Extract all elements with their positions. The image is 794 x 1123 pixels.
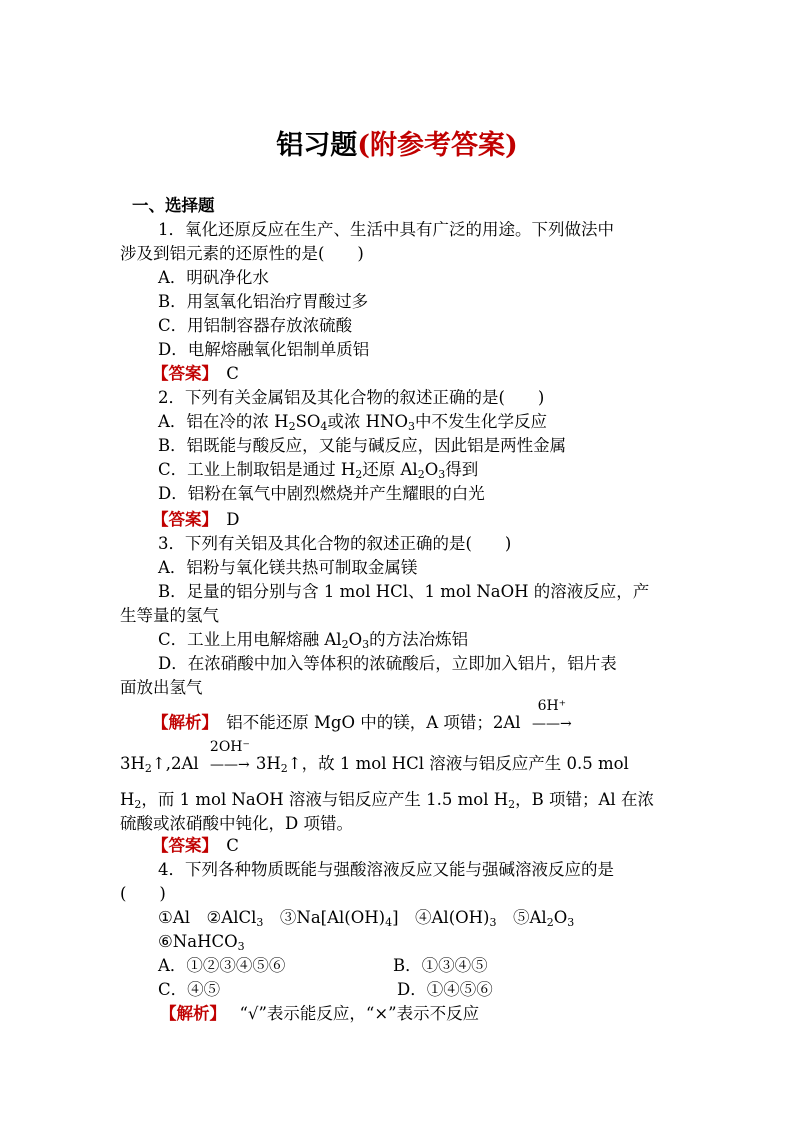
q2-stem: 2．下列有关金属铝及其化合物的叙述正确的是( )	[158, 388, 545, 407]
answer-label: 【答案】	[152, 364, 210, 383]
q4-stem-line1: 4．下列各种物质既能与强酸溶液反应又能与强碱溶液反应的是	[158, 860, 614, 879]
title-suffix: (附参考答案)	[357, 130, 518, 161]
q3-answer	[152, 834, 239, 858]
q2-answer	[152, 508, 239, 532]
q3-option-b-line1: B．足量的铝分别与含 1 mol HCl、1 mol NaOH 的溶液反应，产	[158, 582, 650, 601]
q3-analysis-line3: $H_2$，而 1 mol NaOH 溶液与铝反应产生 1.5 mol $H_2$，B 项错；Al 在浓	[120, 790, 654, 811]
q1-stem-line1: 1．氧化还原反应在生产、生活中具有广泛的用途。下列做法中	[158, 220, 614, 239]
q3-option-d-line2: 面放出氢气	[120, 678, 203, 697]
q4-option-b: B．①③④⑤	[393, 956, 488, 975]
analysis-label: 【解析】	[152, 713, 210, 732]
q1-option-c: C．用铝制容器存放浓硫酸	[158, 316, 353, 335]
q3-option-d-line1: D．在浓硝酸中加入等体积的浓硫酸后，立即加入铝片，铝片表	[158, 654, 617, 673]
q1-option-a: A．明矾净化水	[158, 268, 269, 287]
q2-option-d: D．铝粉在氧气中剧烈燃烧并产生耀眼的白光	[158, 484, 485, 503]
answer-value: C	[226, 836, 239, 855]
q2-option-a: A．铝在冷的浓 $H_2SO_4$或浓 $HNO_3$中不发生化学反应	[158, 412, 548, 433]
answer-value: C	[226, 364, 239, 383]
reaction-arrow: 2OH⁻ ——→	[209, 739, 250, 773]
q1-answer	[152, 362, 239, 386]
q1-stem-line2: 涉及到铝元素的还原性的是( )	[120, 244, 364, 263]
q2-option-c: C．工业上制取铝是通过 $H_2$还原 $Al_2O_3$得到	[158, 460, 479, 481]
q1-option-b: B．用氢氧化铝治疗胃酸过多	[158, 292, 369, 311]
reaction-arrow: 6H⁺ ——→	[531, 698, 572, 732]
q3-option-b-line2: 生等量的氢气	[120, 606, 219, 625]
q2-option-b: B．铝既能与酸反应，又能与碱反应，因此铝是两性金属	[158, 436, 567, 455]
title-main: 铝习题	[276, 130, 358, 161]
q3-option-c: C．工业上用电解熔融 $Al_2O_3$的方法冶炼铝	[158, 630, 469, 651]
q4-stem-line2: ( )	[120, 884, 166, 903]
analysis-label: 【解析】	[160, 1004, 218, 1023]
q3-analysis-line1: 【解析】 铝不能还原 MgO 中的镁，A 项错；2Al 6H⁺ ——→	[152, 711, 578, 736]
q1-option-d: D．电解熔融氧化铝制单质铝	[158, 340, 370, 359]
q4-option-a: A．①②③④⑤⑥	[158, 956, 286, 975]
q4-option-d: D．①④⑤⑥	[397, 980, 493, 999]
answer-value: D	[226, 510, 240, 529]
section-heading: 一、选择题	[132, 196, 215, 215]
answer-label: 【答案】	[152, 510, 210, 529]
q4-option-c: C．④⑤	[158, 980, 221, 999]
q4-items: ①Al ②AlCl$_3$ $③Na[Al(OH)_4]$ $④Al(OH)_3$ $⑤Al_2O_3$	[158, 908, 575, 929]
q3-stem: 3．下列有关铝及其化合物的叙述正确的是( )	[158, 534, 512, 553]
q3-option-a: A．铝粉与氧化镁共热可制取金属镁	[158, 558, 418, 577]
q4-item-6: ⑥NaHCO$_3$	[158, 932, 245, 953]
page-title	[0, 128, 794, 164]
q4-analysis: 【解析】 “√”表示能反应，“×”表示不反应	[160, 1004, 480, 1023]
q3-analysis-line4: 硫酸或浓硝酸中钝化，D 项错。	[120, 814, 353, 833]
answer-label: 【答案】	[152, 836, 210, 855]
q3-analysis-line2: $3H_2↑,2Al$ 2OH⁻ ——→ $3H_2↑$，故 1 mol HCl 溶液与铝反应产生 0.5 mol	[120, 739, 629, 775]
